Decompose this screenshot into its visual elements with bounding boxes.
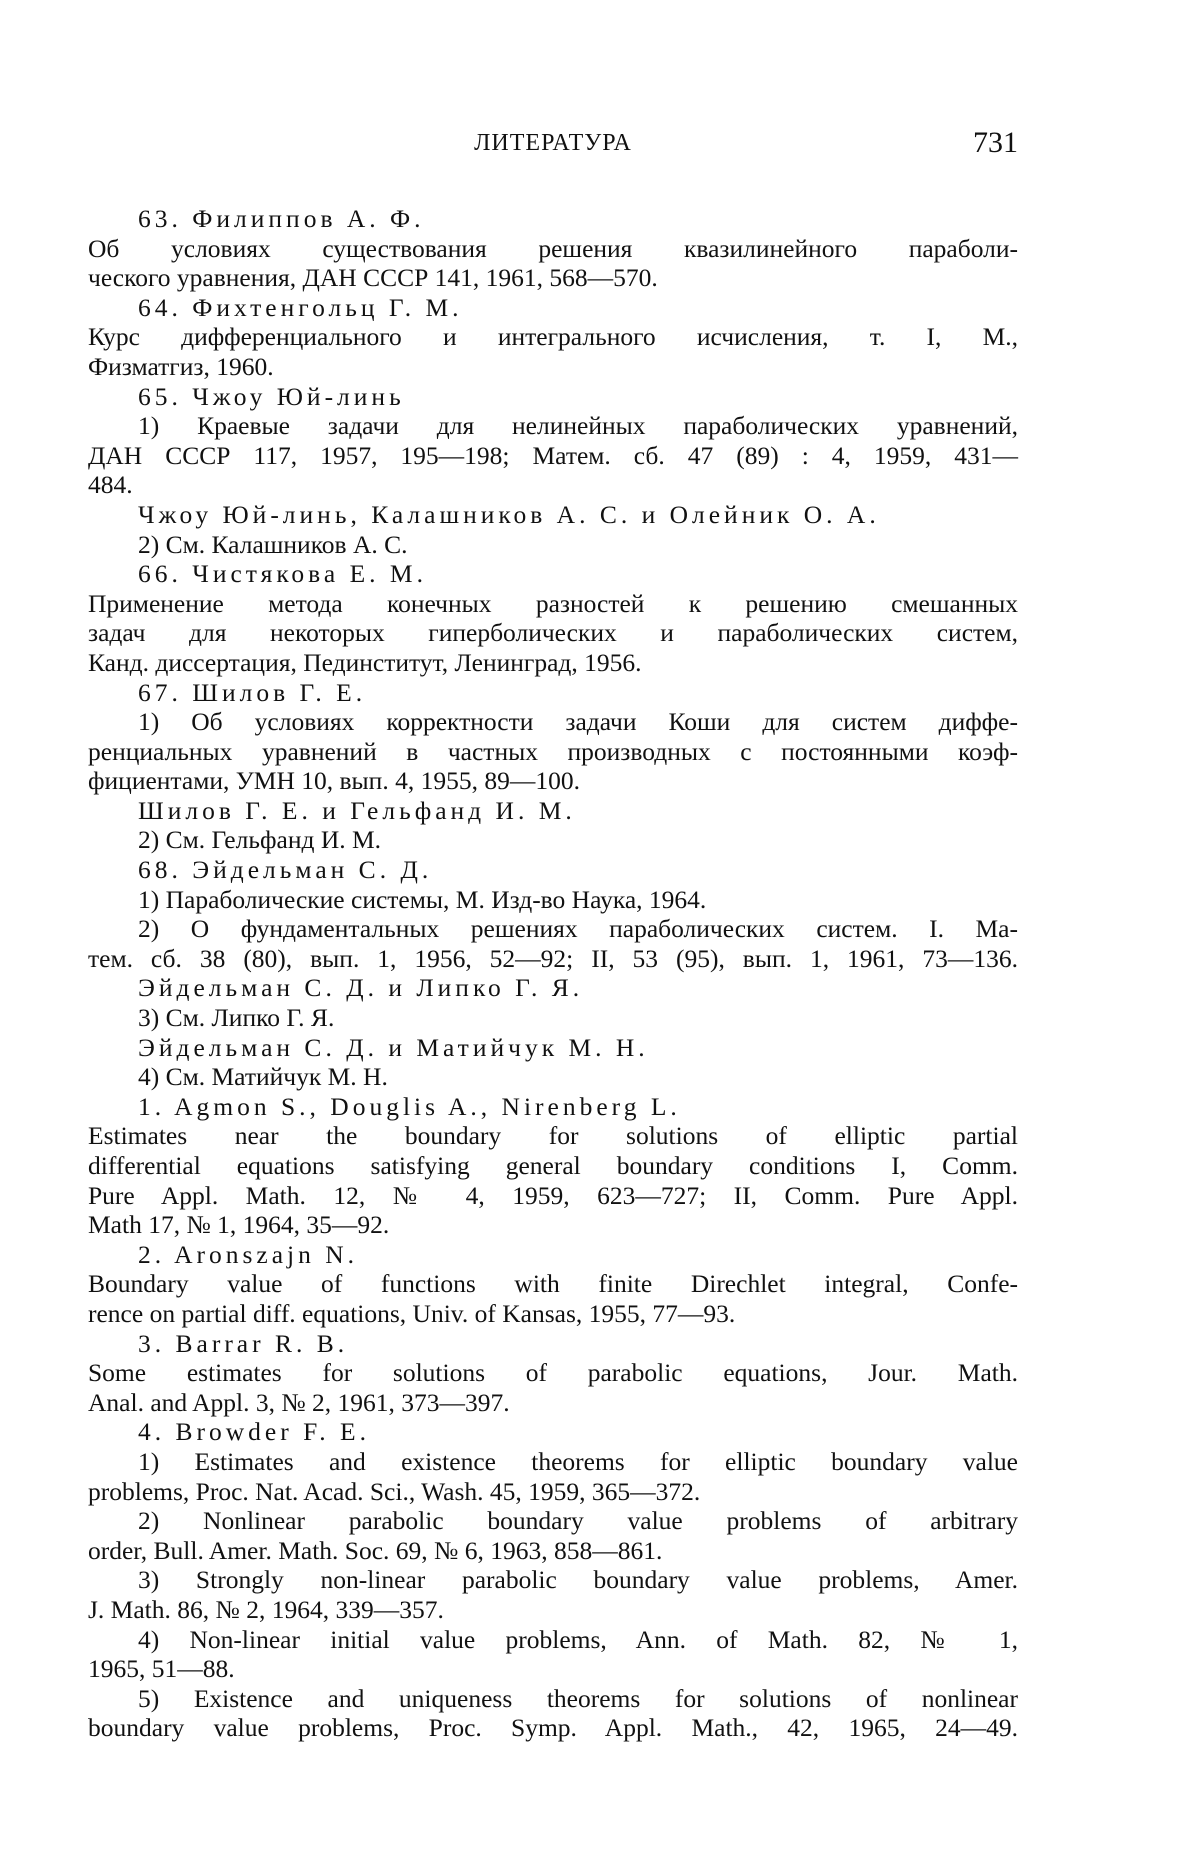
reference-line: boundary value problems, Proc. Symp. Appl. Math., 42, 1965, 24—49. <box>88 1713 1018 1743</box>
reference-line: 3) См. Липко Г. Я. <box>138 1003 335 1033</box>
reference-line: 484. <box>88 470 133 500</box>
reference-line: 2. Aronszajn N. <box>138 1239 359 1269</box>
reference-line: 1) Краевые задачи для нелинейных параболических уравнений, <box>138 411 1018 441</box>
reference-line: Физматгиз, 1960. <box>88 351 274 381</box>
reference-line: Об условиях существования решения квазилинейного параболи- <box>88 233 1018 263</box>
page-number: 731 <box>973 126 1018 159</box>
reference-line: 3. Barrar R. B. <box>138 1328 349 1358</box>
reference-line: 64. Фихтенгольц Г. М. <box>138 292 463 322</box>
reference-line: order, Bull. Amer. Math. Soc. 69, № 6, 1963, 858—861. <box>88 1535 663 1565</box>
reference-line: фициентами, УМН 10, вып. 4, 1955, 89—100. <box>88 766 580 796</box>
reference-line: Эйдельман С. Д. и Матийчук М. Н. <box>138 1032 649 1062</box>
reference-line: Anal. and Appl. 3, № 2, 1961, 373—397. <box>88 1387 510 1417</box>
running-header <box>88 126 1018 166</box>
reference-line: 4) См. Матийчук М. Н. <box>138 1062 388 1092</box>
reference-line: 2) См. Калашников А. С. <box>138 529 408 559</box>
running-title: ЛИТЕРАТУРА <box>474 130 632 156</box>
reference-line: 4. Browder F. E. <box>138 1417 370 1447</box>
reference-line: 3) Strongly non-linear parabolic boundary value problems, Amer. <box>138 1565 1018 1595</box>
reference-line: Применение метода конечных разностей к решению смешанных <box>88 588 1018 618</box>
reference-line: Estimates near the boundary for solutions of elliptic partial <box>88 1121 1018 1151</box>
reference-line: ренциальных уравнений в частных производных с постоянными коэф- <box>88 736 1018 766</box>
reference-line: 1) Estimates and existence theorems for elliptic boundary value <box>138 1446 1018 1476</box>
reference-line: 67. Шилов Г. Е. <box>138 677 367 707</box>
reference-list <box>88 204 1018 1743</box>
reference-line: 1) Об условиях корректности задачи Коши для систем диффе- <box>138 707 1018 737</box>
reference-line: ческого уравнения, ДАН СССР 141, 1961, 568—570. <box>88 263 658 293</box>
reference-line: 66. Чистякова Е. М. <box>138 559 427 589</box>
reference-line: 4) Non-linear initial value problems, Ann. of Math. 82, № 1, <box>138 1624 1018 1654</box>
reference-line: 1. Agmon S., Douglis A., Nirenberg L. <box>138 1091 681 1121</box>
reference-line: Эйдельман С. Д. и Липко Г. Я. <box>138 973 584 1003</box>
reference-line: ДАН СССР 117, 1957, 195—198; Матем. сб. 47 (89) : 4, 1959, 431— <box>88 440 1018 470</box>
reference-line: 68. Эйдельман С. Д. <box>138 855 433 885</box>
reference-line: Канд. диссертация, Пединститут, Ленинград, 1956. <box>88 647 642 677</box>
reference-line: rence on partial diff. equations, Univ. of Kansas, 1955, 77—93. <box>88 1298 736 1328</box>
reference-line: Boundary value of functions with finite Direchlet integral, Confe- <box>88 1269 1018 1299</box>
reference-line: Курс дифференциального и интегрального исчисления, т. I, М., <box>88 322 1018 352</box>
reference-line: 63. Филиппов А. Ф. <box>138 204 425 233</box>
reference-line: 5) Existence and uniqueness theorems for solutions of nonlinear <box>138 1683 1018 1713</box>
reference-line: 2) О фундаментальных решениях параболических систем. I. Ма- <box>138 914 1018 944</box>
reference-line: differential equations satisfying general boundary conditions I, Comm. <box>88 1151 1018 1180</box>
reference-line: 1) Параболические системы, М. Изд-во Наука, 1964. <box>138 884 707 914</box>
reference-line: задач для некоторых гиперболических и параболических систем, <box>88 618 1018 648</box>
reference-line: Some estimates for solutions of parabolic equations, Jour. Math. <box>88 1358 1018 1388</box>
reference-line: 2) См. Гельфанд И. М. <box>138 825 382 855</box>
reference-line: Math 17, № 1, 1964, 35—92. <box>88 1210 390 1240</box>
reference-line: Чжоу Юй-линь, Калашников А. С. и Олейник О. А. <box>138 499 880 529</box>
reference-line: 1965, 51—88. <box>88 1654 235 1684</box>
reference-line: Шилов Г. Е. и Гельфанд И. М. <box>138 795 576 825</box>
reference-line: J. Math. 86, № 2, 1964, 339—357. <box>88 1594 444 1624</box>
reference-line: 2) Nonlinear parabolic boundary value problems of arbitrary <box>138 1506 1018 1536</box>
reference-line: тем. сб. 38 (80), вып. 1, 1956, 52—92; II, 53 (95), вып. 1, 1961, 73—136. <box>88 943 1018 973</box>
reference-line: 65. Чжоу Юй-линь <box>138 381 405 411</box>
reference-line: Pure Appl. Math. 12, № 4, 1959, 623—727; II, Comm. Pure Appl. <box>88 1180 1018 1210</box>
reference-line: problems, Proc. Nat. Acad. Sci., Wash. 45, 1959, 365—372. <box>88 1476 701 1506</box>
